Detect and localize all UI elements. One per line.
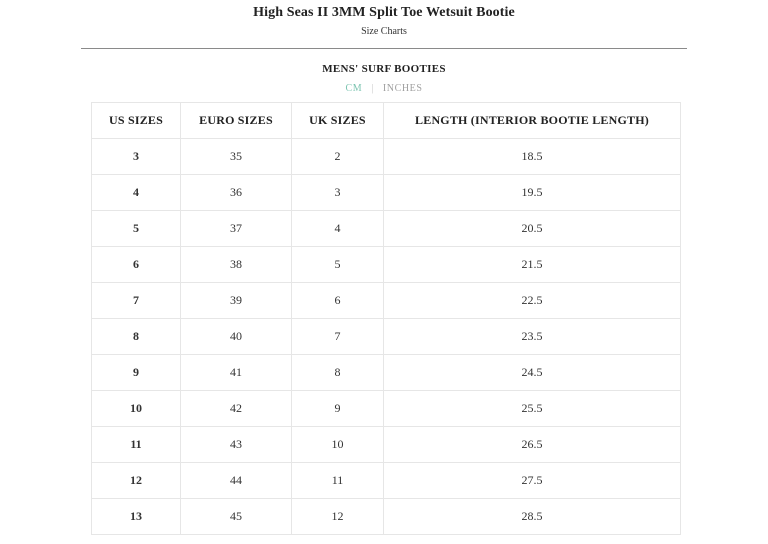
cell-euro-size: 44 (181, 463, 292, 499)
column-header-length: LENGTH (INTERIOR BOOTIE LENGTH) (384, 103, 681, 139)
cell-euro-size: 38 (181, 247, 292, 283)
unit-cm-tab[interactable]: CM (345, 83, 363, 94)
table-row (92, 355, 681, 391)
table-row (92, 499, 681, 535)
cell-uk-size: 10 (292, 427, 384, 463)
cell-us-size: 4 (92, 175, 181, 211)
page-title: High Seas II 3MM Split Toe Wetsuit Bootie (253, 5, 515, 20)
cell-length: 27.5 (384, 463, 681, 499)
table-row (92, 211, 681, 247)
size-chart-table (91, 102, 681, 535)
cell-length: 25.5 (384, 391, 681, 427)
table-header-row (92, 103, 681, 139)
cell-length: 23.5 (384, 319, 681, 355)
cell-us-size: 8 (92, 319, 181, 355)
section-title: MENS' SURF BOOTIES (322, 63, 446, 75)
cell-us-size: 12 (92, 463, 181, 499)
cell-uk-size: 12 (292, 499, 384, 535)
cell-euro-size: 42 (181, 391, 292, 427)
cell-us-size: 13 (92, 499, 181, 535)
cell-us-size: 5 (92, 211, 181, 247)
table-row (92, 319, 681, 355)
cell-length: 26.5 (384, 427, 681, 463)
cell-euro-size: 45 (181, 499, 292, 535)
cell-euro-size: 37 (181, 211, 292, 247)
cell-length: 22.5 (384, 283, 681, 319)
unit-toggle (0, 83, 768, 94)
table-row (92, 247, 681, 283)
cell-length: 19.5 (384, 175, 681, 211)
cell-uk-size: 6 (292, 283, 384, 319)
header-divider (81, 48, 687, 49)
cell-length: 24.5 (384, 355, 681, 391)
cell-uk-size: 8 (292, 355, 384, 391)
cell-us-size: 9 (92, 355, 181, 391)
cell-length: 20.5 (384, 211, 681, 247)
cell-uk-size: 9 (292, 391, 384, 427)
cell-uk-size: 7 (292, 319, 384, 355)
cell-euro-size: 41 (181, 355, 292, 391)
cell-uk-size: 11 (292, 463, 384, 499)
cell-length: 21.5 (384, 247, 681, 283)
unit-separator: | (371, 83, 374, 94)
cell-length: 18.5 (384, 139, 681, 175)
cell-euro-size: 40 (181, 319, 292, 355)
cell-uk-size: 3 (292, 175, 384, 211)
table-row (92, 175, 681, 211)
cell-uk-size: 2 (292, 139, 384, 175)
cell-us-size: 11 (92, 427, 181, 463)
cell-uk-size: 5 (292, 247, 384, 283)
column-header-uk-sizes: UK SIZES (292, 103, 384, 139)
cell-us-size: 6 (92, 247, 181, 283)
cell-euro-size: 36 (181, 175, 292, 211)
column-header-us-sizes: US SIZES (92, 103, 181, 139)
cell-euro-size: 39 (181, 283, 292, 319)
table-row (92, 139, 681, 175)
cell-uk-size: 4 (292, 211, 384, 247)
cell-us-size: 3 (92, 139, 181, 175)
page-subtitle: Size Charts (361, 26, 407, 37)
cell-euro-size: 35 (181, 139, 292, 175)
table-row (92, 463, 681, 499)
table-row (92, 283, 681, 319)
cell-length: 28.5 (384, 499, 681, 535)
cell-euro-size: 43 (181, 427, 292, 463)
cell-us-size: 10 (92, 391, 181, 427)
unit-inches-tab[interactable]: INCHES (382, 83, 423, 94)
table-row (92, 391, 681, 427)
table-row (92, 427, 681, 463)
column-header-euro-sizes: EURO SIZES (181, 103, 292, 139)
cell-us-size: 7 (92, 283, 181, 319)
